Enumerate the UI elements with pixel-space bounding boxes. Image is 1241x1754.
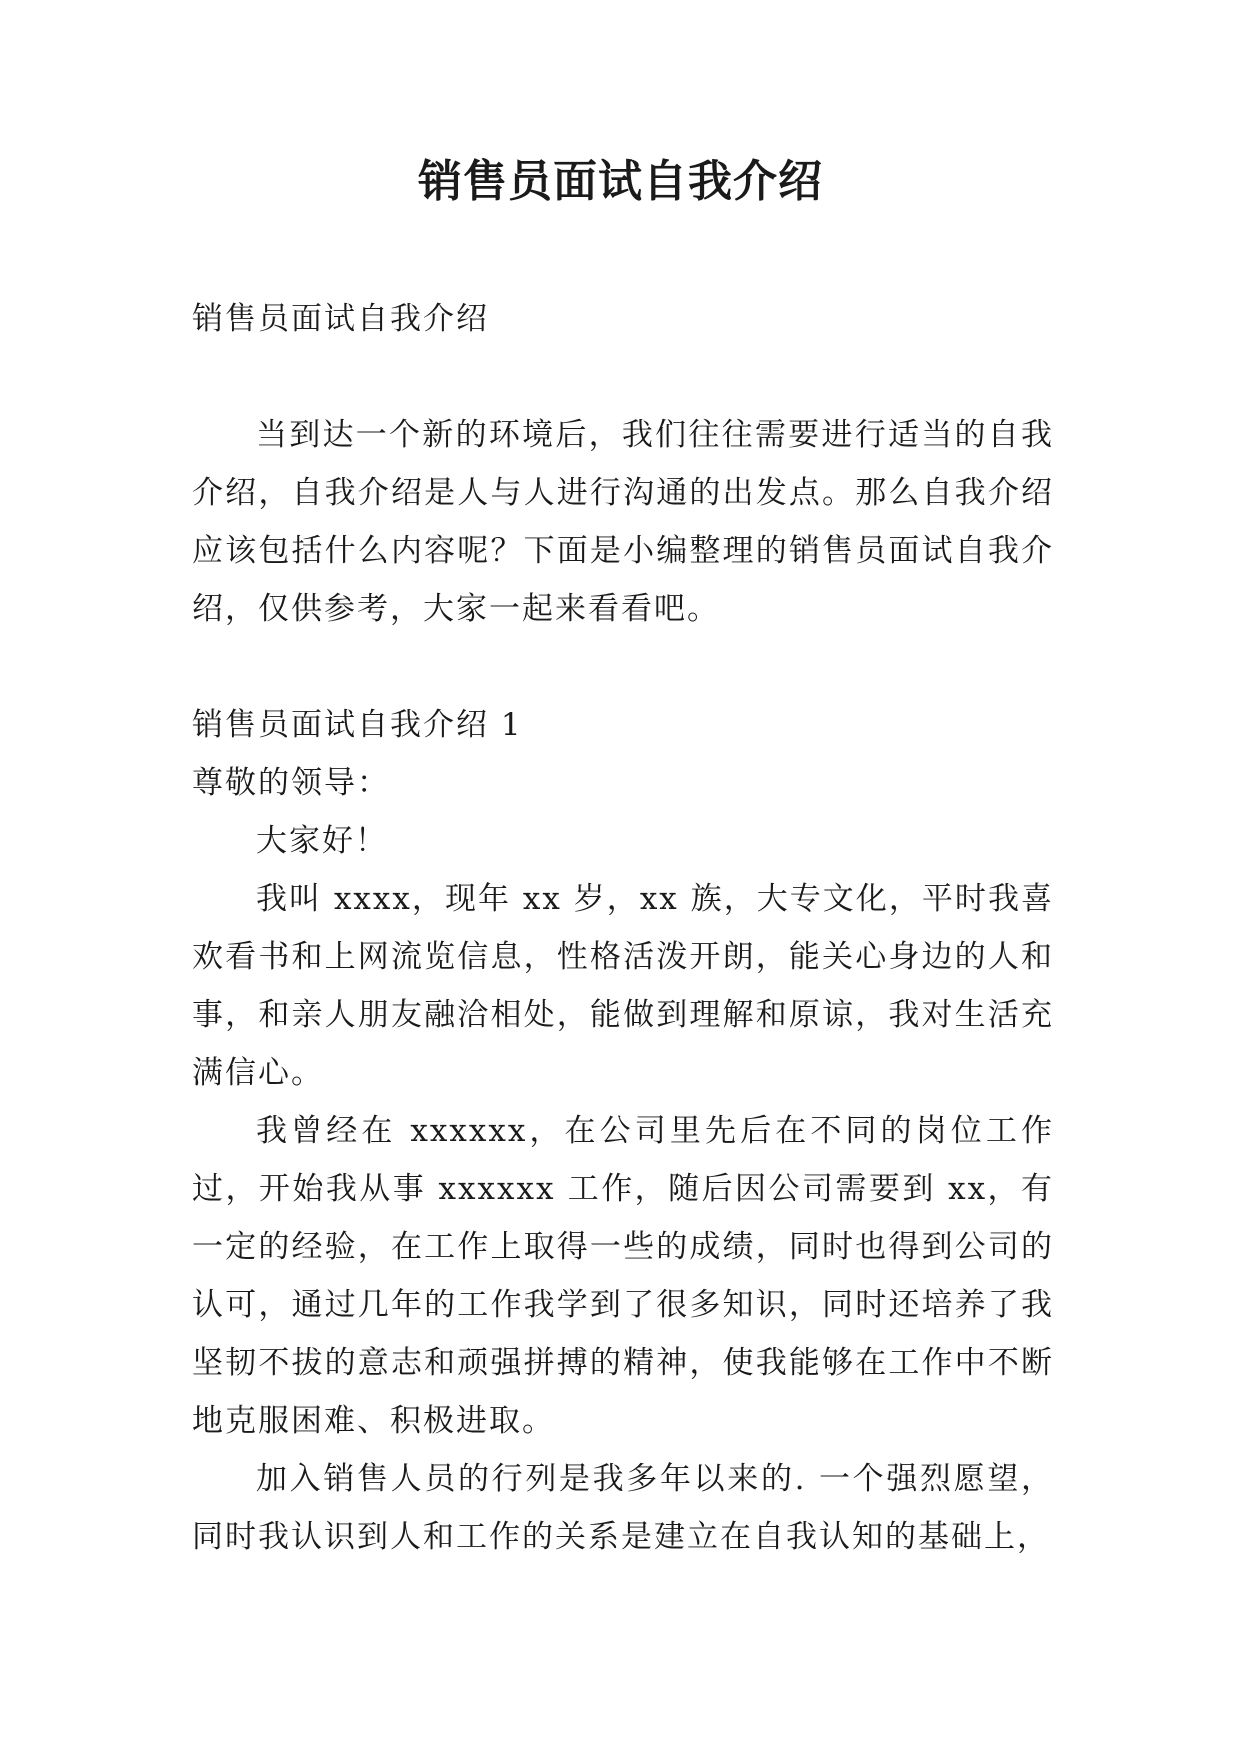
intro-paragraph: 当到达一个新的环境后，我们往往需要进行适当的自我介绍，自我介绍是人与人进行沟通的出发点。那么自我介绍应该包括什么内容呢？下面是小编整理的销售员面试自我介绍，仅供参考，大家一起来看看吧。 bbox=[192, 417, 1054, 627]
body-paragraph-2: 我曾经在 xxxxxx，在公司里先后在不同的岗位工作过，开始我从事 xxxxxx 工作，随后因公司需要到 xx，有一定的经验，在工作上取得一些的成绩，同时也得到公司的认可，通过几年的工作我学到了很多知识，同时还培养了我坚韧不拔的意志和顽强拼搏的精神，使我能够在工作中不断地克服困难、积极进取。 bbox=[192, 1113, 1054, 1439]
greeting: 大家好！ bbox=[256, 823, 388, 859]
section-heading: 销售员面试自我介绍 1 bbox=[192, 707, 523, 743]
body-paragraph-3: 加入销售人员的行列是我多年以来的. 一个强烈愿望，同时我认识到人和工作的关系是建立在自我认知的基础上， bbox=[192, 1461, 1054, 1555]
salutation: 尊敬的领导： bbox=[192, 765, 390, 801]
document-subtitle: 销售员面试自我介绍 bbox=[192, 301, 489, 337]
body-paragraph-1: 我叫 xxxx，现年 xx 岁，xx 族，大专文化，平时我喜欢看书和上网流览信息，性格活泼开朗，能关心身边的人和事，和亲人朋友融洽相处，能做到理解和原谅，我对生活充满信心。 bbox=[192, 881, 1054, 1091]
document-body bbox=[192, 290, 1054, 1566]
document-title: 销售员面试自我介绍 bbox=[418, 156, 823, 207]
